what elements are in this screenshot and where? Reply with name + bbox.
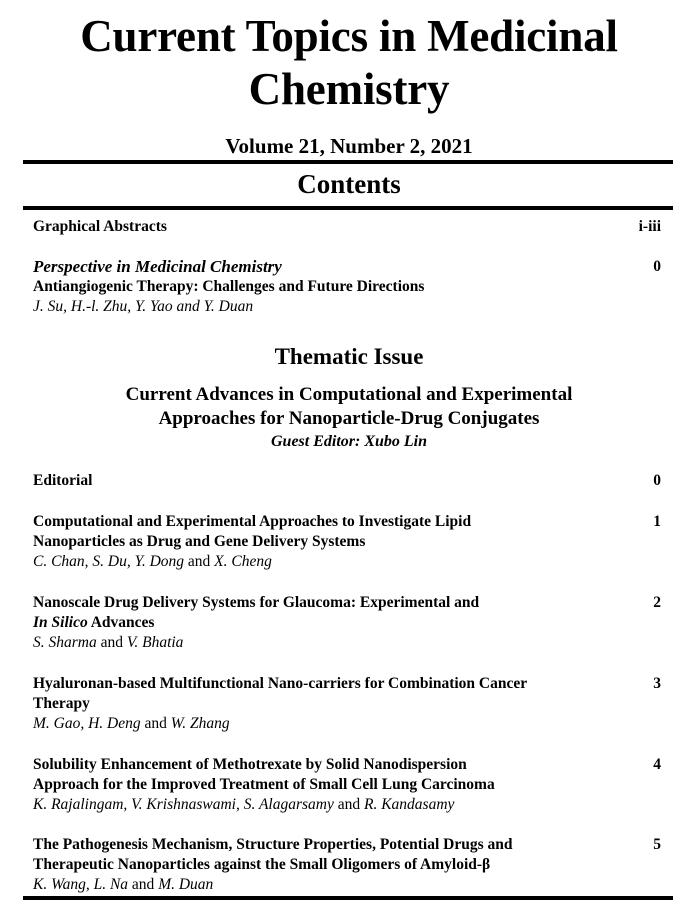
entry-title-line2: Approach for the Improved Treatment of Small Cell Lung Carcinoma bbox=[33, 776, 495, 793]
authors-main: K. Wang, L. Na bbox=[33, 876, 129, 893]
entry-title[interactable]: Graphical Abstracts bbox=[33, 218, 167, 235]
entry-title[interactable]: Antiangiogenic Therapy: Challenges and Future Directions bbox=[33, 278, 425, 295]
entry-title-line1: The Pathogenesis Mechanism, Structure Properties, Potential Drugs and bbox=[33, 836, 513, 853]
entry-authors bbox=[33, 875, 661, 895]
toc-entry-article[interactable] bbox=[33, 512, 661, 572]
authors-and: and bbox=[96, 634, 127, 651]
entry-title[interactable] bbox=[33, 674, 603, 714]
entry-title-line1: Computational and Experimental Approaches to Investigate Lipid bbox=[33, 513, 472, 530]
thematic-issue-heading: Thematic Issue bbox=[274, 344, 424, 369]
authors-last: V. Bhatia bbox=[126, 634, 184, 651]
authors-main: S. Sharma bbox=[33, 634, 97, 651]
section-kicker: Perspective in Medicinal Chemistry bbox=[33, 257, 282, 276]
entry-page: i-iii bbox=[638, 218, 661, 235]
entry-title[interactable] bbox=[33, 755, 603, 795]
toc-entry-graphical-abstracts[interactable] bbox=[33, 217, 661, 237]
journal-title-line2: Chemistry bbox=[248, 64, 450, 114]
bottom-rule bbox=[23, 896, 673, 900]
authors-last: R. Kandasamy bbox=[364, 796, 455, 813]
entry-page: 0 bbox=[653, 258, 661, 275]
volume-info: Volume 21, Number 2, 2021 bbox=[225, 134, 473, 158]
authors-main: M. Gao, H. Deng bbox=[33, 715, 141, 732]
authors-last: M. Duan bbox=[158, 876, 214, 893]
entry-page: 4 bbox=[653, 756, 661, 773]
entry-title-line1: Nanoscale Drug Delivery Systems for Glaucoma: Experimental and bbox=[33, 594, 480, 611]
top-rule bbox=[23, 160, 673, 164]
entry-authors: J. Su, H.-l. Zhu, Y. Yao and Y. Duan bbox=[33, 298, 254, 315]
authors-and: and bbox=[184, 553, 215, 570]
toc-entry-article[interactable] bbox=[33, 835, 661, 895]
authors-and: and bbox=[140, 715, 171, 732]
entry-title[interactable] bbox=[33, 593, 603, 633]
entry-authors bbox=[33, 633, 661, 653]
entry-title-italic: In Silico bbox=[33, 614, 88, 631]
entry-title-line2: Therapeutic Nanoparticles against the Small Oligomers of Amyloid-β bbox=[33, 856, 491, 873]
entry-page: 0 bbox=[653, 472, 661, 489]
contents-heading: Contents bbox=[297, 169, 401, 199]
journal-title bbox=[0, 10, 698, 116]
toc-entry-article[interactable] bbox=[33, 674, 661, 734]
thematic-issue-title bbox=[0, 383, 698, 431]
toc-entry-perspective[interactable] bbox=[33, 257, 661, 317]
entry-title[interactable] bbox=[33, 512, 603, 552]
toc-entry-article[interactable] bbox=[33, 593, 661, 653]
authors-main: K. Rajalingam, V. Krishnaswami, S. Alagarsamy bbox=[33, 796, 334, 813]
entry-page: 2 bbox=[653, 594, 661, 611]
entry-authors bbox=[33, 714, 661, 734]
entry-title-line2: Nanoparticles as Drug and Gene Delivery Systems bbox=[33, 533, 366, 550]
authors-and: and bbox=[333, 796, 364, 813]
contents-rule bbox=[23, 206, 673, 210]
entry-title[interactable] bbox=[33, 835, 603, 875]
guest-editor: Guest Editor: Xubo Lin bbox=[270, 433, 428, 450]
entry-title[interactable]: Editorial bbox=[33, 472, 93, 489]
entry-title-line2: Advances bbox=[87, 614, 155, 631]
authors-last: W. Zhang bbox=[170, 715, 230, 732]
toc-entry-editorial[interactable] bbox=[33, 471, 661, 491]
entry-page: 3 bbox=[653, 675, 661, 692]
thematic-title-line1: Current Advances in Computational and Experimental bbox=[125, 384, 573, 405]
entry-title-line2: Therapy bbox=[33, 695, 90, 712]
entry-authors bbox=[33, 552, 661, 572]
entry-title-line1: Hyaluronan-based Multifunctional Nano-carriers for Combination Cancer bbox=[33, 675, 528, 692]
authors-and: and bbox=[128, 876, 159, 893]
entry-page: 1 bbox=[653, 513, 661, 530]
thematic-title-line2: Approaches for Nanoparticle-Drug Conjugates bbox=[158, 408, 540, 429]
toc-entry-article[interactable] bbox=[33, 755, 661, 815]
entry-authors bbox=[33, 795, 661, 815]
authors-last: X. Cheng bbox=[214, 553, 272, 570]
journal-title-line1: Current Topics in Medicinal bbox=[80, 11, 618, 61]
entry-title-line1: Solubility Enhancement of Methotrexate by Solid Nanodispersion bbox=[33, 756, 467, 773]
authors-main: C. Chan, S. Du, Y. Dong bbox=[33, 553, 185, 570]
entry-page: 5 bbox=[653, 836, 661, 853]
